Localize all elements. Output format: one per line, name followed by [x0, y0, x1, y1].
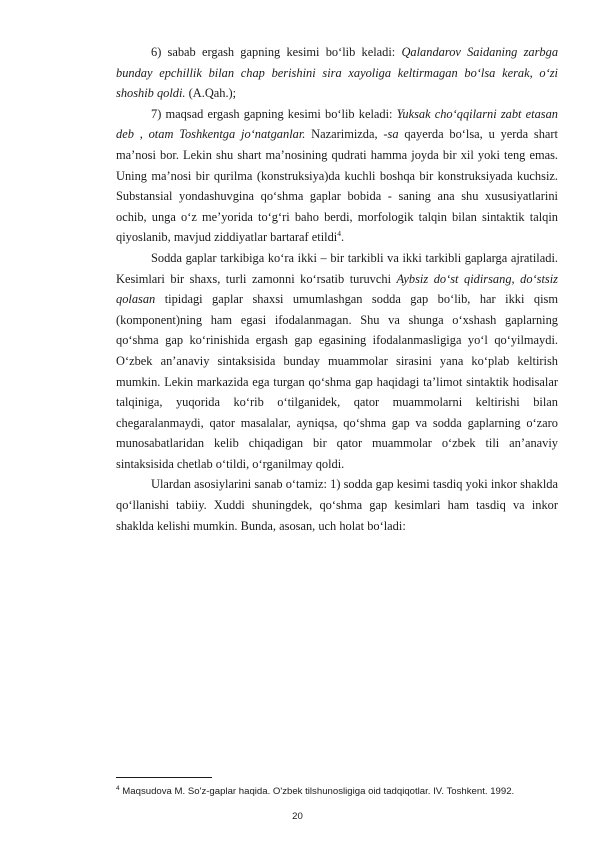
p1-end: (A.Qah.);: [185, 86, 237, 101]
footnote-marker: 4: [116, 784, 120, 792]
paragraph-sodda-gaplar: [116, 248, 558, 475]
footnote-reference[interactable]: 4: [337, 229, 341, 239]
p1-start: 6) sabab ergash gapning kesimi bo‘lib keladi:: [151, 45, 402, 59]
p3-end: tipidagi gaplar shaxsi umumlashgan sodda gap bo‘lib, har ikki qism (komponent)ning ham egasi ifodalanmagan. Shu va shunga o‘xshash gaplarning qo‘shma gap ko‘rinishida ergash gap egasining ifodalanmasligiga yo‘l qo‘yilmaydi. O‘zbek an’anaviy sintaksisida bunday muammolar sirasini yana ko‘plab keltirish mumkin. Lekin markazida ega turgan qo‘shma gap haqidagi ta’limot sintaktik hodisalar talqiniga, yuqorida ko‘rib o‘tilganidek, qator muammolarni keltirishi bilan chegaralanmaydi, qator masalalar, ayniqsa, qo‘shma gap va sodda gaplarning o‘zaro munosabatlaridan kelib chiqadigan bir qator muammolar o‘zbek tili an’anaviy sintaksisida chetlab o‘tildi, o‘rganilmay qoldi.: [116, 292, 558, 471]
p2-middle: Nazarimizda,: [305, 127, 384, 142]
footnote-text: Maqsudova M. So'z-gaplar haqida. O'zbek tilshunosligiga oid tadqiqotlar. IV. Toshkent. 1992.: [119, 786, 515, 797]
p2-final: .: [341, 230, 345, 245]
p1-example: Qalandarov Saidaning zarbga bunday epchillik bilan chap berishini sira xayoliga keltirmagan bo‘lsa kerak, o‘zi shoshib qoldi.: [116, 45, 559, 101]
p2-suffix: -sa: [383, 127, 399, 142]
footnote-separator: [116, 777, 212, 778]
p3-start: Sodda gaplar tarkibiga ko‘ra ikki – bir tarkibli va ikki tarkibli gaplarga ajratiladi. Kesimlari bir shaxs, turli zamonni ko‘rsatib turuvchi: [116, 250, 558, 286]
paragraph-ulardan: [116, 474, 558, 536]
body-text: [116, 42, 558, 536]
p2-end: qayerda bo‘lsa, u yerda shart ma’nosi bor. Lekin shu shart ma’nosining qudrati hamma joyda bir xil yoki teng emas. Uning ma’nosi bir qurilma (konstruksiya)da kuchli boshqa bir konstruksiyada kuchsiz. Substansial yondashuvgina qo‘shma gaplar bobida - saning ana shu xususiyatlarini ochib, unga o‘z me’yorida to‘g‘ri baho berdi, morfologik talqin bilan sintaktik talqin qiyoslanib, mavjud ziddiyatlar bartaraf etildi: [116, 127, 558, 245]
p3-example: Aybsiz do‘st qidirsang, do‘stsiz qolasan: [116, 271, 558, 307]
p2-start: 7) maqsad ergash gapning kesimi bo‘lib keladi:: [151, 106, 397, 121]
p2-example: Yuksak cho‘qqilarni zabt etasan deb , otam Toshkentga jo‘natganlar.: [116, 106, 558, 142]
p4-text: Ulardan asosiylarini sanab o‘tamiz: 1) sodda gap kesimi tasdiq yoki inkor shaklda qo‘llanishi tabiiy. Xuddi shuningdek, qo‘shma gap kesimlari ham tasdiq va inkor shaklda kelishi mumkin. Bunda, asosan, uch holat bo‘ladi:: [116, 477, 558, 533]
paragraph-7-maqsad: [116, 104, 558, 248]
page-number: 20: [292, 811, 303, 822]
paragraph-6-sabab: [116, 42, 558, 104]
footnote: [116, 785, 556, 799]
